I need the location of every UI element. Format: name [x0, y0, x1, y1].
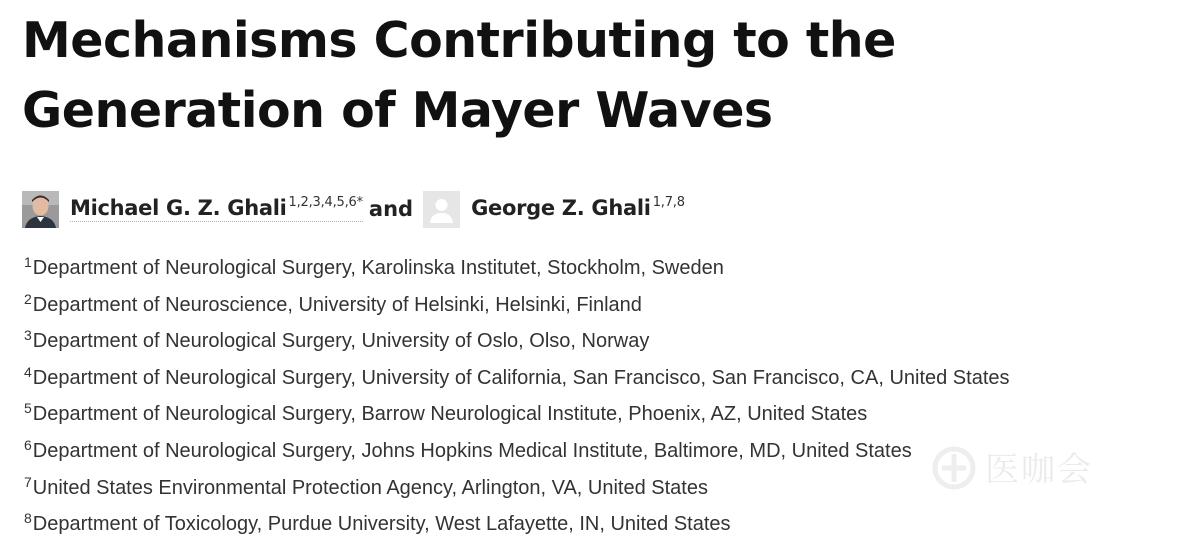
author-list — [22, 189, 685, 229]
affiliation-text: United States Environmental Protection Agency, Arlington, VA, United States — [32, 476, 708, 499]
affiliation-number: 4 — [24, 363, 32, 380]
affiliation-item — [24, 396, 1010, 433]
affiliation-number: 2 — [24, 290, 32, 307]
author-2-name[interactable]: George Z. Ghali — [471, 196, 651, 220]
affiliation-number: 6 — [24, 436, 32, 453]
affiliation-text: Department of Neurological Surgery, University of Oslo, Olso, Norway — [32, 330, 650, 353]
affiliation-item — [24, 323, 1010, 360]
watermark-text: 医咖会 — [985, 450, 1093, 490]
affiliation-number: 1 — [24, 254, 32, 270]
author-1-affiliation-marks: 1,2,3,4,5,6* — [288, 195, 363, 210]
default-person-icon[interactable] — [423, 191, 460, 228]
affiliation-number: 3 — [24, 327, 32, 344]
affiliation-text: Department of Neurological Surgery, Johns Hopkins Medical Institute, Baltimore, MD, United States — [32, 439, 912, 462]
affiliation-item — [24, 250, 1010, 287]
author-1-link[interactable] — [70, 196, 363, 222]
author-1-name[interactable]: Michael G. Z. Ghali — [70, 196, 287, 220]
affiliation-number: 8 — [24, 510, 32, 527]
author-separator: and — [368, 197, 414, 221]
affiliation-text: Department of Neurological Surgery, Barrow Neurological Institute, Phoenix, AZ, United States — [32, 403, 868, 426]
affiliation-item — [24, 506, 1010, 542]
affiliation-item — [24, 433, 1010, 470]
affiliation-number: 7 — [24, 473, 32, 490]
affiliation-number: 5 — [24, 400, 32, 417]
affiliation-text: Department of Neuroscience, University of Helsinki, Helsinki, Finland — [32, 293, 642, 316]
affiliation-text: Department of Neurological Surgery, Karolinska Institutet, Stockholm, Sweden — [32, 257, 724, 279]
affiliation-item — [24, 360, 1010, 397]
author-photo-icon[interactable] — [22, 191, 59, 228]
author-2-link[interactable] — [471, 196, 685, 222]
article-title: Mechanisms Contributing to the Generation of Mayer Waves — [22, 12, 896, 139]
affiliation-item — [24, 287, 1010, 324]
affiliation-text: Department of Neurological Surgery, University of California, San Francisco, San Francisco, CA, United States — [32, 366, 1010, 389]
affiliation-text: Department of Toxicology, Purdue University, West Lafayette, IN, United States — [32, 513, 731, 536]
affiliation-item — [24, 470, 1010, 507]
author-2-affiliation-marks: 1,7,8 — [652, 195, 685, 210]
affiliation-list — [24, 250, 1010, 542]
